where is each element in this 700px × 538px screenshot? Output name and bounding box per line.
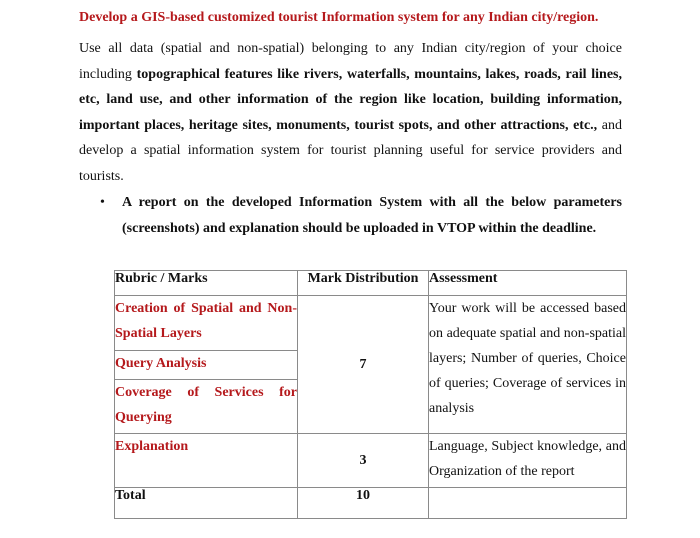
assessment-group-1: Your work will be accessed based on adequate spatial and non-spatial layers; Number of queries, Choice of queries; Coverage of services in analysis: [429, 296, 627, 434]
criterion-coverage: Coverage of Services for Querying: [115, 380, 298, 434]
bullet-item: [100, 190, 622, 241]
description-intro: Use all data (spatial and non-spatial) belonging to any Indian city/region of your choice including: [79, 41, 622, 82]
criterion-query-analysis: Query Analysis: [115, 351, 298, 380]
bullet-text: A report on the developed Information System with all the below parameters (screenshots) and explanation should be uploaded in VTOP within the deadline.: [122, 195, 622, 236]
total-assessment: [429, 488, 627, 519]
header-mark-distribution: Mark Distribution: [298, 271, 429, 296]
description-features: topographical features like rivers, waterfalls, mountains, lakes, roads, rail lines, etc, land use, and other information of the region like location, building information, important places, heritage sites, monuments, tourist spots, and other attractions, etc.,: [79, 66, 622, 133]
table-row: [115, 434, 627, 488]
criterion-spatial-layers: Creation of Spatial and Non-Spatial Layers: [115, 296, 298, 351]
header-rubric: Rubric / Marks: [115, 271, 298, 296]
assignment-title: Develop a GIS-based customized tourist Information system for any Indian city/region.: [79, 10, 599, 25]
table-total-row: [115, 488, 627, 519]
criterion-explanation: Explanation: [115, 434, 298, 488]
total-label: Total: [115, 488, 298, 519]
header-assessment: Assessment: [429, 271, 627, 296]
rubric-table: [114, 270, 627, 519]
table-header-row: [115, 271, 627, 296]
mark-group-2: 3: [298, 434, 429, 488]
bullet-dot-icon: •: [100, 195, 105, 210]
assessment-group-2: Language, Subject knowledge, and Organization of the report: [429, 434, 627, 488]
total-value: 10: [298, 488, 429, 519]
table-row: [115, 296, 627, 351]
description-outro: and develop a spatial information system for tourist planning useful for service providers and tourists.: [79, 117, 622, 184]
assignment-description: [79, 36, 622, 189]
mark-group-1: 7: [298, 296, 429, 434]
